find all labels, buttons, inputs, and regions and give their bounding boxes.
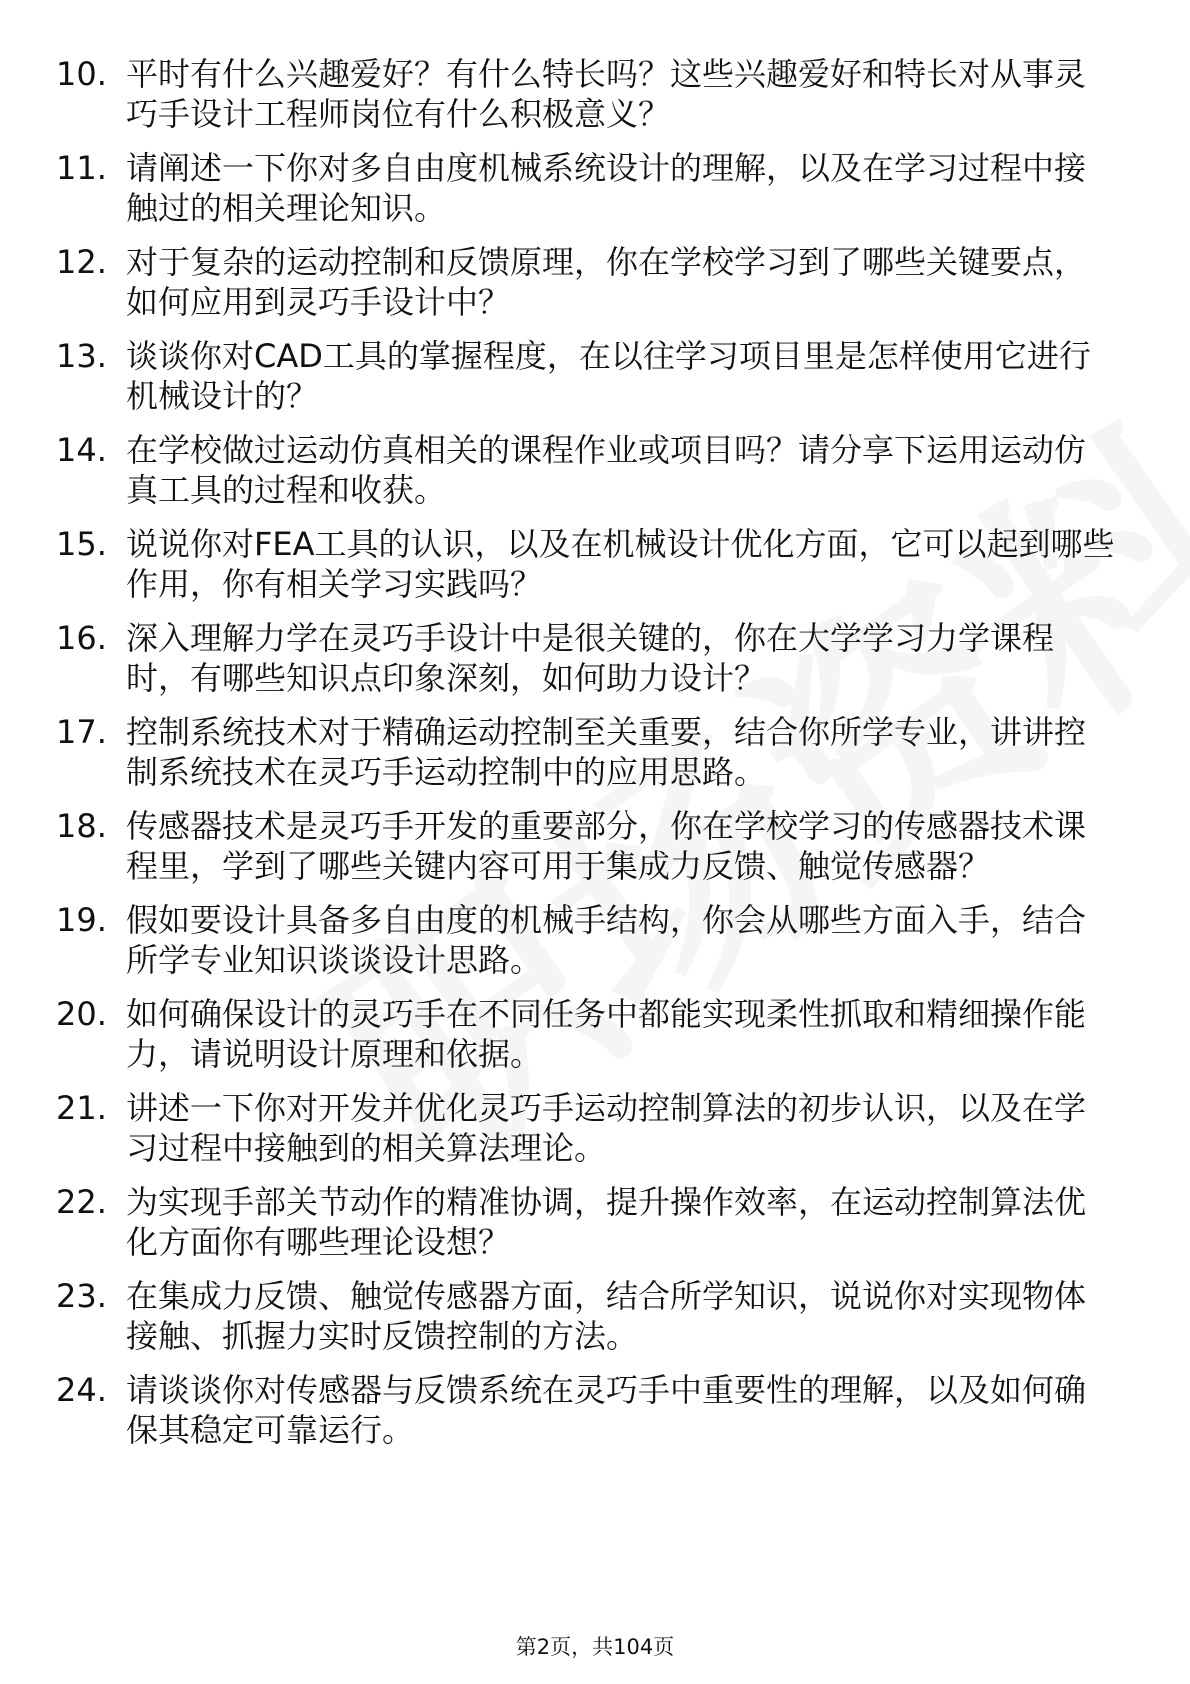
question-text: 深入理解力学在灵巧手设计中是很关键的，你在大学学习力学课程时，有哪些知识点印象深刻，如何助力设计？ bbox=[126, 619, 1055, 697]
question-text: 如何确保设计的灵巧手在不同任务中都能实现柔性抓取和精细操作能力，请说明设计原理和依据。 bbox=[126, 995, 1087, 1073]
question-number: 12. bbox=[56, 243, 107, 281]
question-text: 谈谈你对CAD工具的掌握程度，在以往学习项目里是怎样使用它进行机械设计的？ bbox=[126, 337, 1091, 415]
question-text: 为实现手部关节动作的精准协调，提升操作效率，在运动控制算法优化方面你有哪些理论设想？ bbox=[126, 1183, 1087, 1261]
question-number: 24. bbox=[56, 1371, 107, 1409]
question-number: 21. bbox=[56, 1089, 107, 1127]
question-item bbox=[56, 900, 1116, 980]
question-text: 传感器技术是灵巧手开发的重要部分，你在学校学习的传感器技术课程里，学到了哪些关键内容可用于集成力反馈、触觉传感器？ bbox=[126, 807, 1087, 885]
question-item bbox=[56, 712, 1116, 792]
question-text: 讲述一下你对开发并优化灵巧手运动控制算法的初步认识，以及在学习过程中接触到的相关算法理论。 bbox=[126, 1089, 1087, 1167]
question-text: 平时有什么兴趣爱好？有什么特长吗？这些兴趣爱好和特长对从事灵巧手设计工程师岗位有什么积极意义？ bbox=[126, 55, 1087, 133]
question-item bbox=[56, 54, 1116, 134]
question-item bbox=[56, 994, 1116, 1074]
question-item bbox=[56, 806, 1116, 886]
question-text: 说说你对FEA工具的认识，以及在机械设计优化方面，它可以起到哪些作用，你有相关学习实践吗？ bbox=[126, 525, 1115, 603]
question-item bbox=[56, 1088, 1116, 1168]
question-item bbox=[56, 524, 1116, 604]
question-number: 13. bbox=[56, 337, 107, 375]
question-item bbox=[56, 242, 1116, 322]
question-list bbox=[56, 54, 1116, 1464]
question-text: 在集成力反馈、触觉传感器方面，结合所学知识，说说你对实现物体接触、抓握力实时反馈控制的方法。 bbox=[126, 1277, 1087, 1355]
question-text: 在学校做过运动仿真相关的课程作业或项目吗？请分享下运用运动仿真工具的过程和收获。 bbox=[126, 431, 1087, 509]
question-number: 14. bbox=[56, 431, 107, 469]
question-item bbox=[56, 1370, 1116, 1450]
question-item bbox=[56, 1182, 1116, 1262]
question-item bbox=[56, 618, 1116, 698]
question-number: 22. bbox=[56, 1183, 107, 1221]
question-text: 请阐述一下你对多自由度机械系统设计的理解，以及在学习过程中接触过的相关理论知识。 bbox=[126, 149, 1087, 227]
question-text: 请谈谈你对传感器与反馈系统在灵巧手中重要性的理解，以及如何确保其稳定可靠运行。 bbox=[126, 1371, 1087, 1449]
question-number: 23. bbox=[56, 1277, 107, 1315]
question-item bbox=[56, 1276, 1116, 1356]
question-item bbox=[56, 148, 1116, 228]
question-number: 18. bbox=[56, 807, 107, 845]
question-text: 控制系统技术对于精确运动控制至关重要，结合你所学专业，讲讲控制系统技术在灵巧手运动控制中的应用思路。 bbox=[126, 713, 1087, 791]
question-number: 17. bbox=[56, 713, 107, 751]
question-number: 10. bbox=[56, 55, 107, 93]
question-item bbox=[56, 430, 1116, 510]
question-number: 15. bbox=[56, 525, 107, 563]
question-number: 20. bbox=[56, 995, 107, 1033]
page-footer: 第2页，共104页 bbox=[515, 1635, 675, 1659]
question-number: 19. bbox=[56, 901, 107, 939]
question-number: 16. bbox=[56, 619, 107, 657]
question-number: 11. bbox=[56, 149, 107, 187]
question-item bbox=[56, 336, 1116, 416]
question-text: 对于复杂的运动控制和反馈原理，你在学校学习到了哪些关键要点，如何应用到灵巧手设计中？ bbox=[126, 243, 1087, 321]
question-text: 假如要设计具备多自由度的机械手结构，你会从哪些方面入手，结合所学专业知识谈谈设计思路。 bbox=[126, 901, 1087, 979]
